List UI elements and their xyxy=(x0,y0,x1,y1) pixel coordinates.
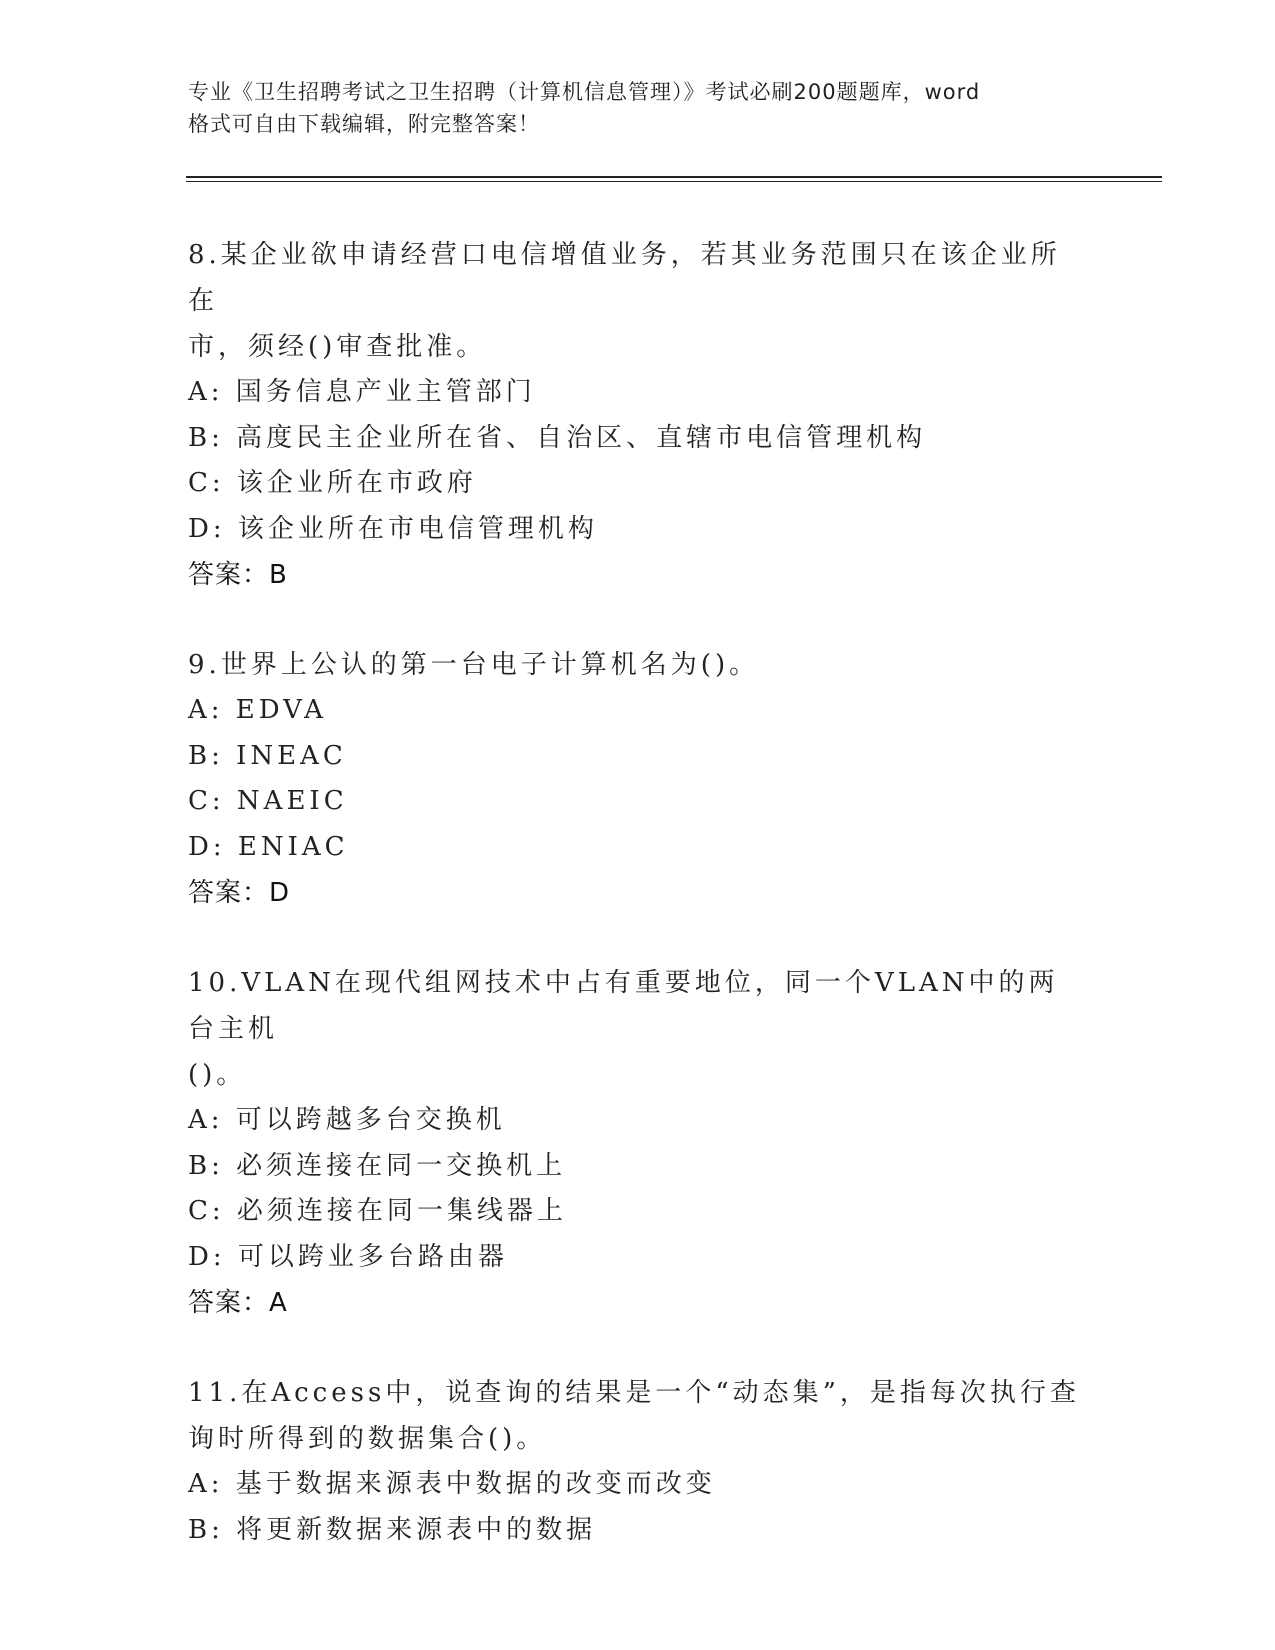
question-stem: 11.在Access中，说查询的结果是一个“动态集”，是指每次执行查 xyxy=(188,1378,1080,1408)
question-8 xyxy=(188,232,1088,598)
answer: 答案：B xyxy=(188,560,288,590)
option-a: A: EDVA xyxy=(188,695,327,725)
option-c: C: NAEIC xyxy=(188,786,348,816)
question-stem-continued: 市，须经()审查批准。 xyxy=(188,332,487,362)
option-c: C: 必须连接在同一集线器上 xyxy=(188,1196,567,1226)
option-d: D: 该企业所在市电信管理机构 xyxy=(188,513,598,544)
question-stem-continued: 询时所得到的数据集合()。 xyxy=(188,1424,547,1454)
question-stem: 8.某企业欲申请经营口电信增值业务，若其业务范围只在该企业所在 xyxy=(188,240,1061,316)
option-b: B: 必须连接在同一交换机上 xyxy=(188,1150,567,1181)
question-list xyxy=(188,232,1088,1597)
question-stem-continued: ()。 xyxy=(188,1060,247,1090)
header-divider-thick xyxy=(186,176,1162,178)
option-b: B: 高度民主企业所在省、自治区、直辖市电信管理机构 xyxy=(188,422,927,453)
question-stem: 9.世界上公认的第一台电子计算机名为()。 xyxy=(188,650,760,680)
header-divider-thin xyxy=(186,181,1162,182)
question-9 xyxy=(188,642,1088,916)
option-a: A: 可以跨越多台交换机 xyxy=(188,1105,506,1135)
document-header xyxy=(188,76,1088,140)
answer: 答案：D xyxy=(188,878,291,908)
option-b: B: 将更新数据来源表中的数据 xyxy=(188,1514,597,1545)
answer: 答案：A xyxy=(188,1288,288,1318)
option-a: A: 国务信息产业主管部门 xyxy=(188,377,536,407)
question-stem: 10.VLAN在现代组网技术中占有重要地位，同一个VLAN中的两台主机 xyxy=(188,968,1059,1044)
question-10 xyxy=(188,960,1088,1326)
option-d: D: 可以跨业多台路由器 xyxy=(188,1241,508,1272)
option-b: B: INEAC xyxy=(188,740,347,771)
question-11 xyxy=(188,1370,1088,1553)
option-c: C: 该企业所在市政府 xyxy=(188,468,477,498)
header-line-2: 格式可自由下载编辑，附完整答案！ xyxy=(188,112,540,136)
header-line-1: 专业《卫生招聘考试之卫生招聘（计算机信息管理）》考试必刷200题题库，word xyxy=(188,80,981,104)
option-d: D: ENIAC xyxy=(188,831,349,862)
option-a: A: 基于数据来源表中数据的改变而改变 xyxy=(188,1469,716,1499)
